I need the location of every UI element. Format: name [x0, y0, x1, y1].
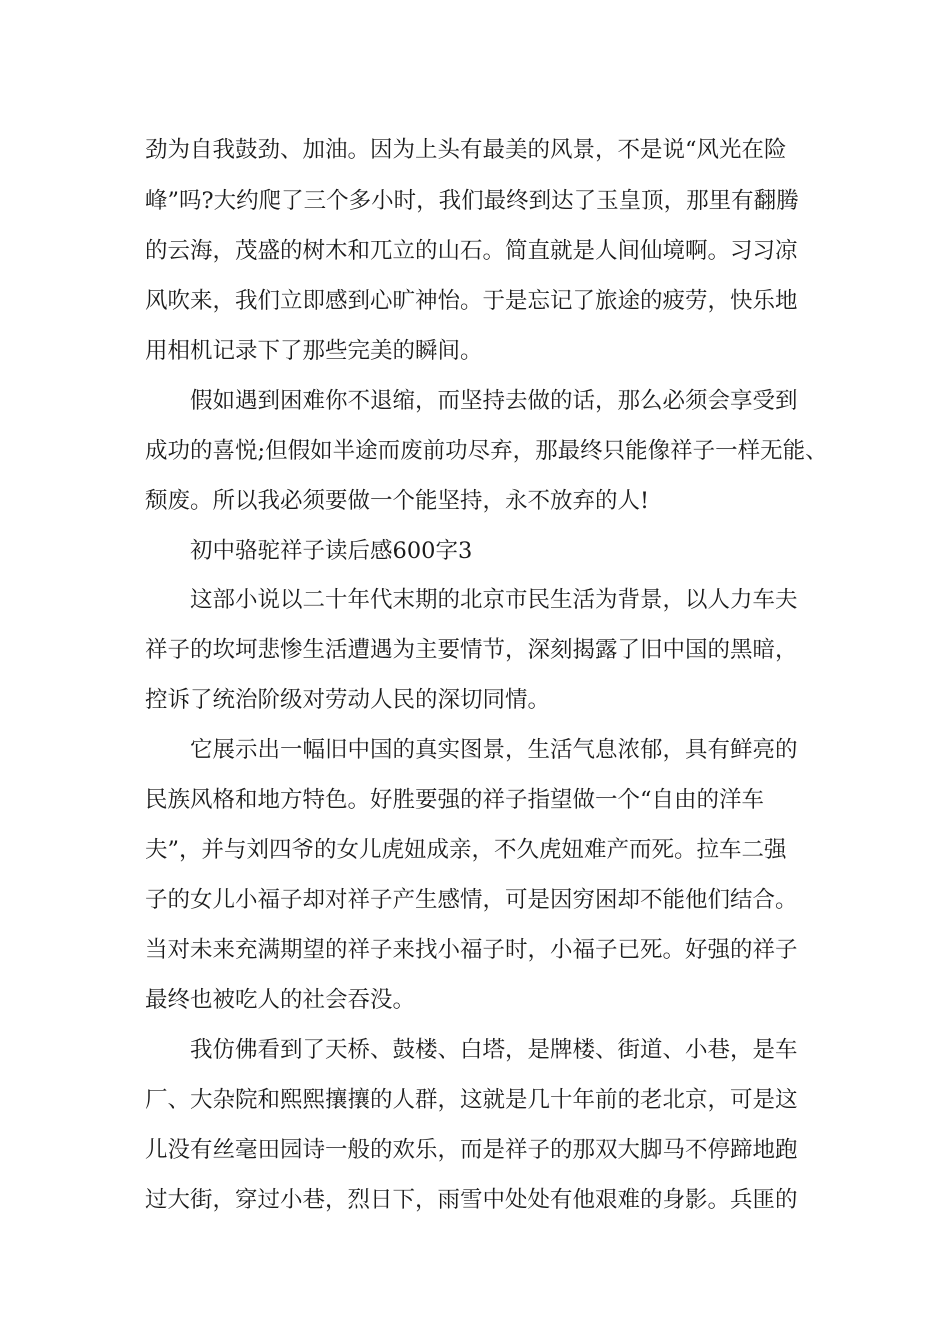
- text-line: 子的女儿小福子却对祥子产生感情，可是因穷困却不能他们结合。: [145, 887, 798, 913]
- text-line: 最终也被吃人的社会吞没。: [145, 987, 416, 1013]
- paragraph-first-line: 我仿佛看到了天桥、鼓楼、白塔，是牌楼、街道、小巷，是车: [190, 1037, 798, 1063]
- paragraph-first-line: 这部小说以二十年代末期的北京市民生活为背景，以人力车夫: [190, 587, 798, 613]
- paragraph-first-line: 它展示出一幅旧中国的真实图景，生活气息浓郁，具有鲜亮的: [190, 737, 798, 763]
- text-line: 成功的喜悦;但假如半途而废前功尽弃，那最终只能像祥子一样无能、: [145, 438, 828, 464]
- section-heading: 初中骆驼祥子读后感600字3: [190, 538, 473, 564]
- text-line: 祥子的坎坷悲惨生活遭遇为主要情节，深刻揭露了旧中国的黑暗，: [145, 637, 798, 663]
- text-line: 厂、大杂院和熙熙攘攘的人群，这就是几十年前的老北京，可是这: [145, 1087, 798, 1113]
- text-line: 颓废。所以我必须要做一个能坚持，永不放弃的人!: [145, 488, 650, 514]
- text-line: 过大街，穿过小巷，烈日下，雨雪中处处有他艰难的身影。兵匪的: [145, 1187, 798, 1213]
- text-line: 峰”吗?大约爬了三个多小时，我们最终到达了玉皇顶，那里有翻腾: [145, 188, 799, 214]
- text-line: 夫”，并与刘四爷的女儿虎妞成亲，不久虎妞难产而死。拉车二强: [145, 837, 787, 863]
- text-line: 民族风格和地方特色。好胜要强的祥子指望做一个“自由的洋车: [145, 787, 765, 813]
- text-line: 控诉了统治阶级对劳动人民的深切同情。: [145, 687, 551, 713]
- text-line: 当对未来充满期望的祥子来找小福子时，小福子已死。好强的祥子: [145, 937, 798, 963]
- text-line: 劲为自我鼓劲、加油。因为上头有最美的风景，不是说“风光在险: [145, 137, 787, 163]
- text-line: 用相机记录下了那些完美的瞬间。: [145, 338, 483, 364]
- paragraph-first-line: 假如遇到困难你不退缩，而坚持去做的话，那么必须会享受到: [190, 388, 798, 414]
- text-line: 儿没有丝毫田园诗一般的欢乐，而是祥子的那双大脚马不停蹄地跑: [145, 1137, 798, 1163]
- text-line: 的云海，茂盛的树木和兀立的山石。简直就是人间仙境啊。习习凉: [145, 238, 798, 264]
- text-line: 风吹来，我们立即感到心旷神怡。于是忘记了旅途的疲劳，快乐地: [145, 288, 798, 314]
